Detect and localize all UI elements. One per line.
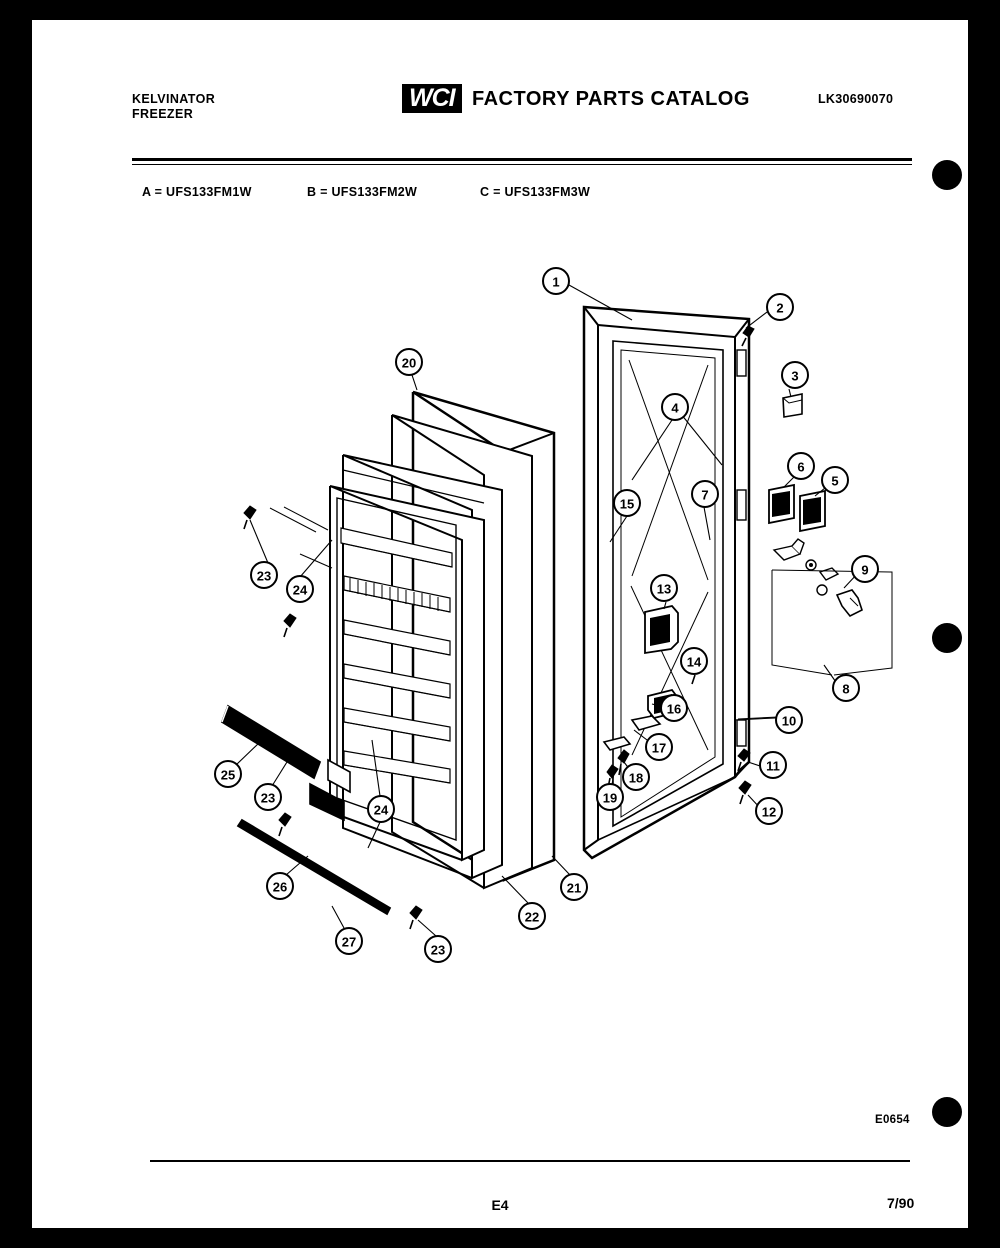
product-category: FREEZER [132, 107, 194, 121]
callout-label: 4 [671, 400, 679, 416]
callout-18 [623, 764, 649, 790]
callout-label: 2 [776, 300, 784, 316]
callout-2 [767, 294, 793, 320]
callout-4 [662, 394, 688, 420]
callout-label: 12 [761, 804, 777, 820]
callout-label: 27 [341, 934, 357, 950]
callout-11 [760, 752, 786, 778]
callout-23 [255, 784, 281, 810]
callout-label: 7 [701, 487, 709, 503]
callout-7 [692, 481, 718, 507]
catalog-page [32, 20, 968, 1228]
callout-27 [336, 928, 362, 954]
callout-label: 11 [766, 758, 780, 774]
callout-label: 16 [666, 701, 682, 717]
brand-name: KELVINATOR [132, 92, 216, 106]
callout-10 [776, 707, 802, 733]
parts-diagram [32, 20, 968, 1228]
callout-20 [396, 349, 422, 375]
callout-19 [597, 784, 623, 810]
callout-label: 8 [842, 681, 850, 697]
callout-label: 23 [430, 942, 446, 958]
callout-25 [215, 761, 241, 787]
callout-22 [519, 903, 545, 929]
callout-label: 24 [373, 802, 389, 818]
callout-14 [681, 648, 707, 674]
callout-label: 22 [524, 909, 540, 925]
callout-17 [646, 734, 672, 760]
callout-label: 23 [260, 790, 276, 806]
callout-9 [852, 556, 878, 582]
callout-12 [756, 798, 782, 824]
callout-label: 9 [861, 562, 869, 578]
callout-label: 13 [656, 581, 672, 597]
callout-16 [661, 695, 687, 721]
page-title: FACTORY PARTS CATALOG [472, 88, 750, 110]
callout-label: 14 [686, 654, 702, 670]
callout-label: 26 [272, 879, 288, 895]
callout-label: 5 [831, 473, 839, 489]
callout-3 [782, 362, 808, 388]
callout-15 [614, 490, 640, 516]
callout-label: 10 [781, 713, 797, 729]
callout-label: 24 [292, 582, 308, 598]
callout-label: 20 [401, 355, 417, 371]
callout-6 [788, 453, 814, 479]
model-b: B = UFS133FM2W [307, 185, 418, 199]
callout-label: 23 [256, 568, 272, 584]
callout-13 [651, 575, 677, 601]
callout-26 [267, 873, 293, 899]
callout-label: 15 [619, 496, 635, 512]
callout-label: 3 [791, 368, 799, 384]
callout-label: 21 [566, 880, 582, 896]
callout-21 [561, 874, 587, 900]
callout-label: 17 [651, 740, 667, 756]
callout-23 [251, 562, 277, 588]
callout-label: 25 [220, 767, 236, 783]
page-number: E4 [491, 1197, 509, 1213]
figure-code: E0654 [875, 1114, 910, 1126]
callout-23 [425, 936, 451, 962]
footer-rule [150, 1160, 910, 1162]
wci-logo: WCI [402, 84, 462, 113]
callout-8 [833, 675, 859, 701]
model-c: C = UFS133FM3W [480, 185, 591, 199]
callout-24 [368, 796, 394, 822]
callout-label: 19 [602, 790, 618, 806]
callout-label: 6 [797, 459, 805, 475]
callout-5 [822, 467, 848, 493]
revision-date: 7/90 [887, 1195, 915, 1211]
catalog-number: LK30690070 [818, 92, 894, 106]
callout-label: 1 [552, 274, 560, 290]
callout-label: 18 [628, 770, 644, 786]
callout-1 [543, 268, 569, 294]
callout-24 [287, 576, 313, 602]
model-a: A = UFS133FM1W [142, 185, 252, 199]
